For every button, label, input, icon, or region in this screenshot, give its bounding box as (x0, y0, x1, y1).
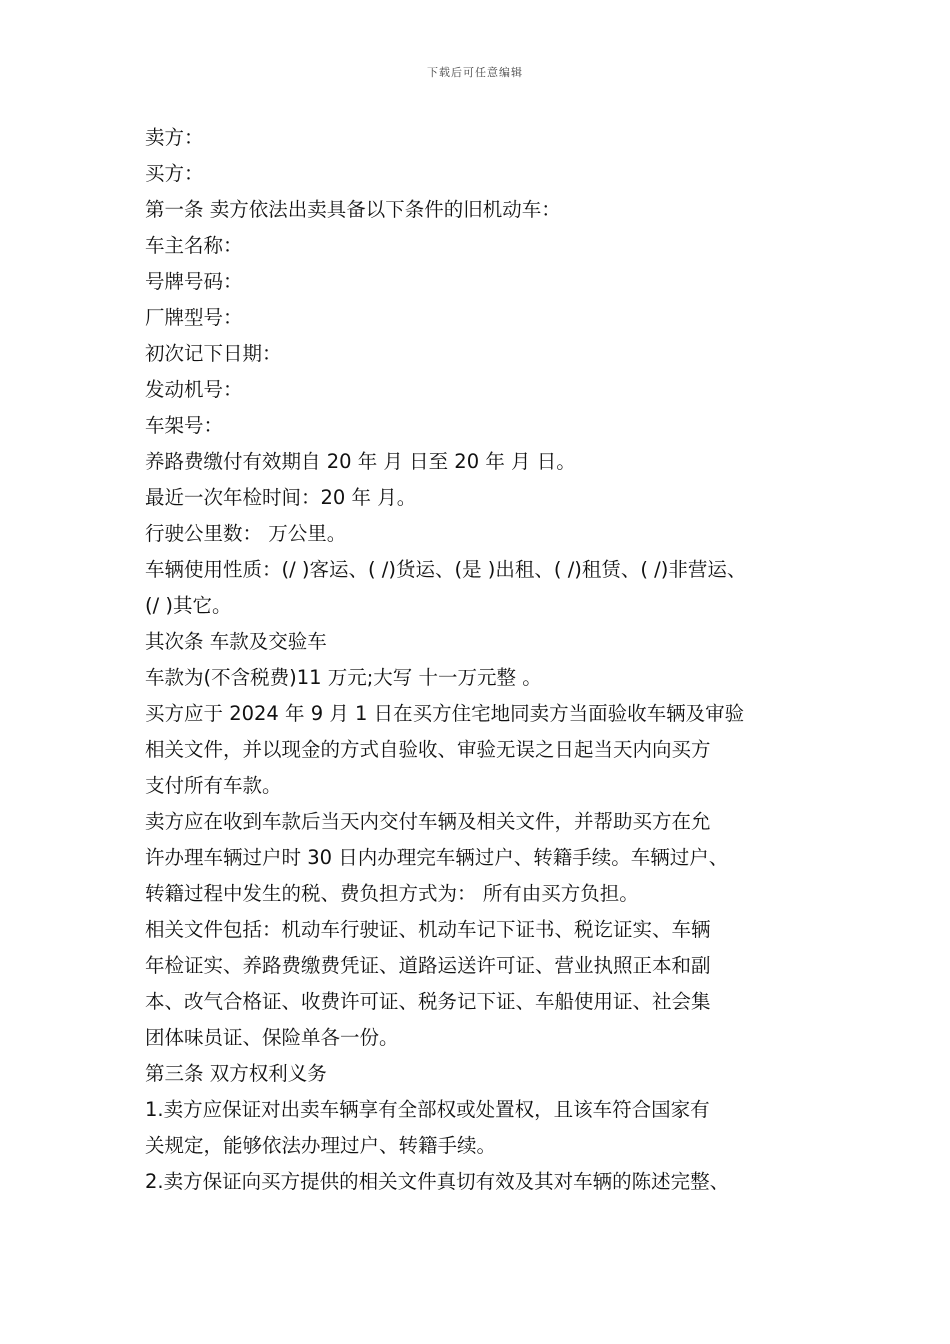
brand-model-line: 厂牌型号： (145, 306, 243, 329)
clause-1-line-2: 关规定，能够依法办理过户、转籍手续。 (145, 1134, 497, 1157)
engine-number-line: 发动机号： (145, 378, 243, 401)
delivery-paragraph-line-1: 卖方应在收到车款后当天内交付车辆及相关文件，并帮助买方在允 (145, 810, 711, 833)
seller-line: 卖方： (145, 126, 204, 149)
mileage-line: 行驶公里数： 万公里。 (145, 522, 347, 545)
inspection-paragraph-line-3: 支付所有车款。 (145, 774, 282, 797)
delivery-paragraph-line-2: 许办理车辆过户时 30 日内办理完车辆过户、转籍手续。车辆过户、 (145, 846, 729, 869)
document-body (145, 120, 825, 1200)
buyer-line: 买方： (145, 162, 204, 185)
article-1-heading: 第一条 卖方依法出卖具备以下条件的旧机动车： (145, 198, 561, 221)
usage-nature-line: 车辆使用性质：(/ )客运、( /)货运、(是 )出租、( /)租赁、( /)非营运、 (145, 558, 747, 581)
price-line: 车款为(不含税费)11 万元;大写 十一万元整 。 (145, 666, 542, 689)
frame-number-line: 车架号： (145, 414, 224, 437)
article-3-heading: 第三条 双方权利义务 (145, 1062, 327, 1085)
documents-paragraph-line-2: 年检证实、养路费缴费凭证、道路运送许可证、营业执照正本和副 (145, 954, 711, 977)
inspection-paragraph-line-2: 相关文件，并以现金的方式自验收、审验无误之日起当天内向买方 (145, 738, 711, 761)
road-fee-line: 养路费缴付有效期自 20 年 月 日至 20 年 月 日。 (145, 450, 576, 473)
plate-number-line: 号牌号码： (145, 270, 243, 293)
clause-1-line-1: 1.卖方应保证对出卖车辆享有全部权或处置权，且该车符合国家有 (145, 1098, 710, 1121)
annual-inspection-line: 最近一次年检时间：20 年 月。 (145, 486, 417, 509)
owner-name-line: 车主名称： (145, 234, 243, 257)
documents-paragraph-line-4: 团体味员证、保险单各一份。 (145, 1026, 399, 1049)
first-registration-line: 初次记下日期： (145, 342, 282, 365)
inspection-paragraph-line-1: 买方应于 2024 年 9 月 1 日在买方住宅地同卖方当面验收车辆及审验 (145, 702, 745, 725)
delivery-paragraph-line-3: 转籍过程中发生的税、费负担方式为： 所有由买方负担。 (145, 882, 639, 905)
clause-2-line-1: 2.卖方保证向买方提供的相关文件真切有效及其对车辆的陈述完整、 (145, 1170, 730, 1193)
documents-paragraph-line-1: 相关文件包括：机动车行驶证、机动车记下证书、税讫证实、车辆 (145, 918, 711, 941)
page-header: 下载后可任意编辑 (427, 66, 523, 79)
usage-nature-line-cont: (/ )其它。 (145, 594, 232, 617)
article-2-heading: 其次条 车款及交验车 (145, 630, 327, 653)
documents-paragraph-line-3: 本、改气合格证、收费许可证、税务记下证、车船使用证、社会集 (145, 990, 711, 1013)
